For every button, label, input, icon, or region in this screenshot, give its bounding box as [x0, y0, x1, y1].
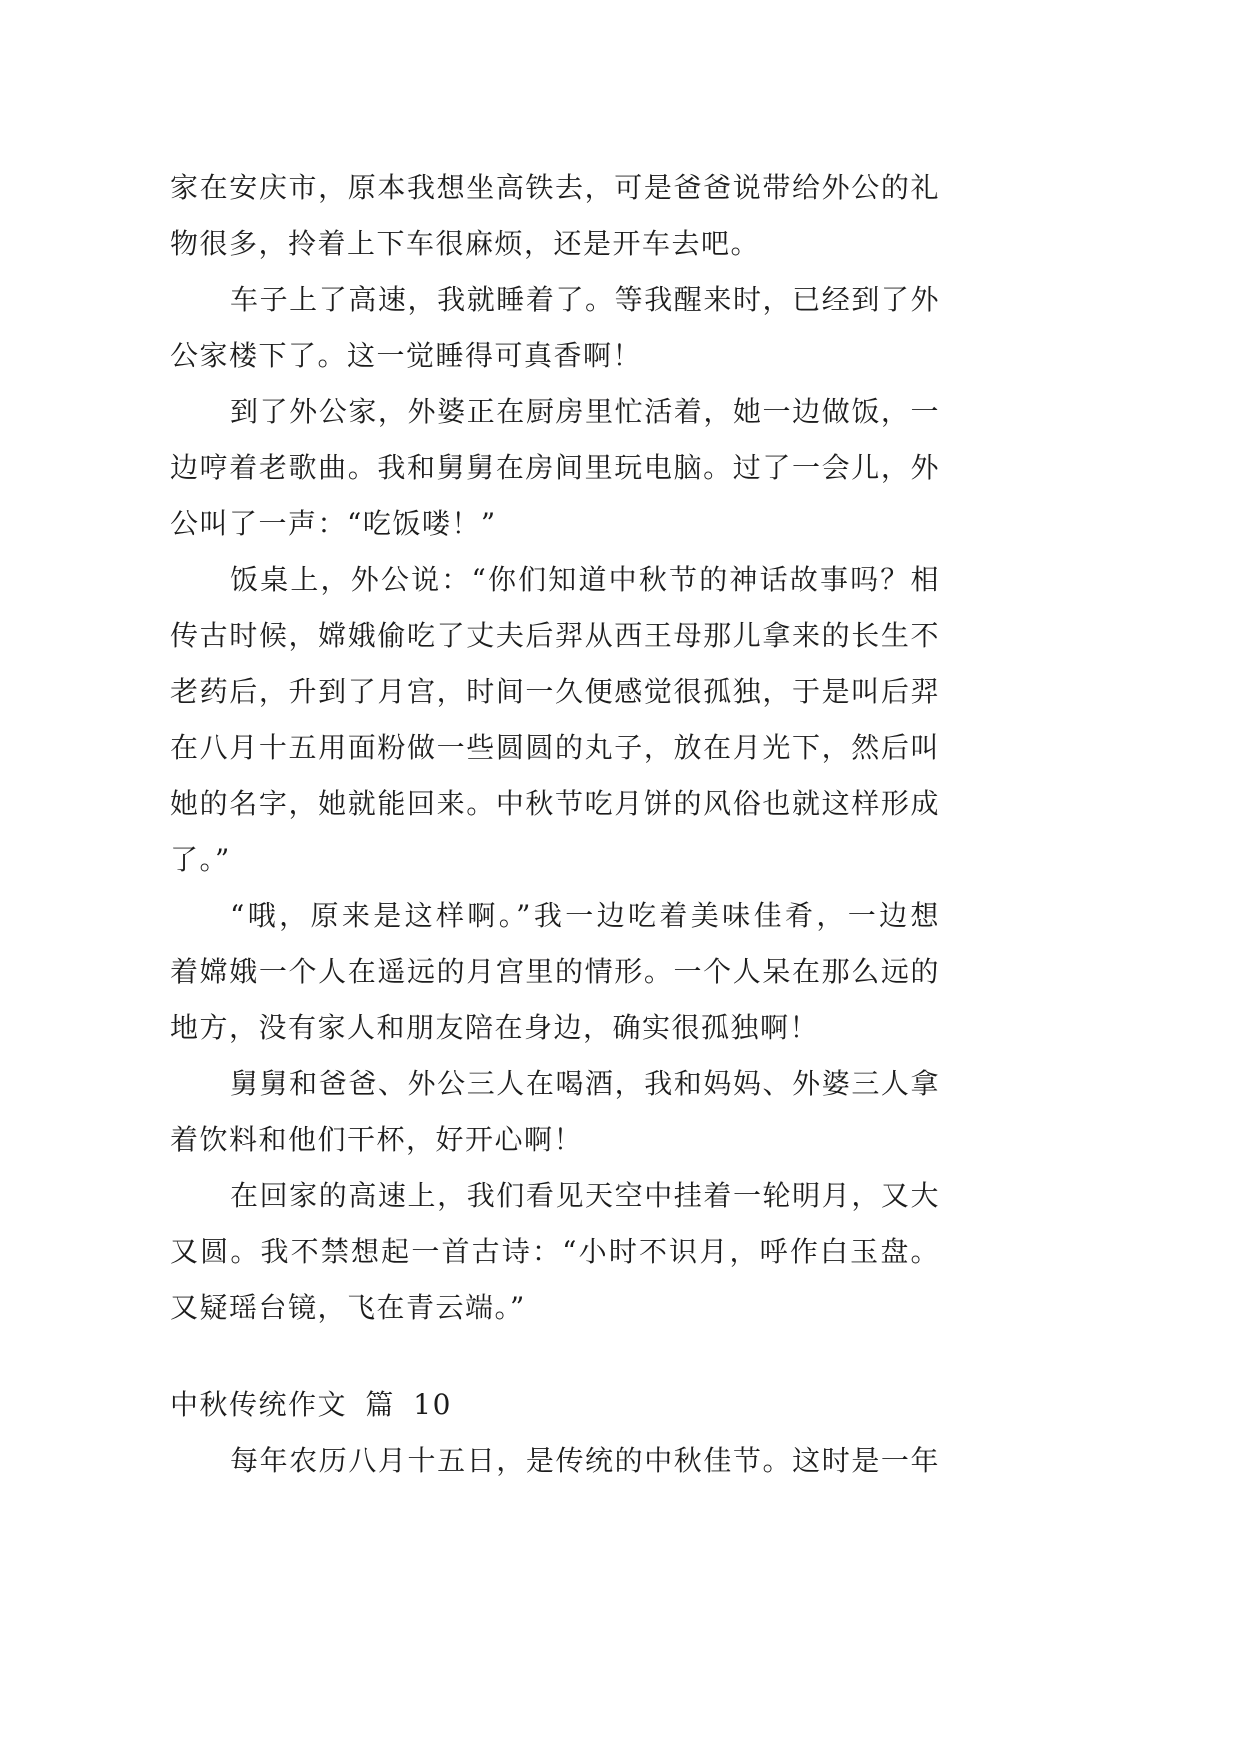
text-line: “哦，原来是这样啊。”我一边吃着美味佳肴，一边想 — [230, 899, 940, 932]
text-line: 饭桌上，外公说：“你们知道中秋节的神话故事吗？相 — [230, 563, 940, 596]
text-line: 着饮料和他们干杯，好开心啊！ — [170, 1123, 584, 1156]
paragraph — [170, 160, 940, 272]
text-line: 公家楼下了。这一觉睡得可真香啊！ — [170, 339, 643, 372]
paragraph — [170, 384, 940, 552]
essay-body — [170, 160, 940, 1489]
text-line: 每年农历八月十五日，是传统的中秋佳节。这时是一年 — [230, 1444, 940, 1477]
text-line: 家在安庆市，原本我想坐高铁去，可是爸爸说带给外公的礼 — [170, 171, 940, 204]
text-line: 车子上了高速，我就睡着了。等我醒来时，已经到了外 — [230, 283, 940, 316]
text-line: 地方，没有家人和朋友陪在身边，确实很孤独啊！ — [170, 1011, 820, 1044]
text-line: 物很多，拎着上下车很麻烦，还是开车去吧。 — [170, 227, 761, 260]
text-line: 舅舅和爸爸、外公三人在喝酒，我和妈妈、外婆三人拿 — [230, 1067, 940, 1100]
text-line: 她的名字，她就能回来。中秋节吃月饼的风俗也就这样形成 — [170, 787, 940, 820]
text-line: 在回家的高速上，我们看见天空中挂着一轮明月，又大 — [230, 1179, 940, 1212]
text-line: 边哼着老歌曲。我和舅舅在房间里玩电脑。过了一会儿，外 — [170, 451, 940, 484]
text-line: 着嫦娥一个人在遥远的月宫里的情形。一个人呆在那么远的 — [170, 955, 940, 988]
paragraph — [170, 552, 940, 888]
text-line: 又圆。我不禁想起一首古诗：“小时不识月，呼作白玉盘。 — [170, 1235, 940, 1268]
paragraph — [170, 1056, 940, 1168]
text-line: 到了外公家，外婆正在厨房里忙活着，她一边做饭，一 — [230, 395, 940, 428]
paragraph — [170, 1168, 940, 1336]
text-line: 又疑瑶台镜，飞在青云端。” — [170, 1291, 526, 1324]
section-heading: 中秋传统作文 篇 10 — [170, 1388, 452, 1421]
paragraph — [170, 272, 940, 384]
text-line: 在八月十五用面粉做一些圆圆的丸子，放在月光下，然后叫 — [170, 731, 940, 764]
paragraph — [170, 888, 940, 1056]
paragraph — [170, 1433, 940, 1489]
text-line: 了。” — [170, 843, 231, 876]
text-line: 公叫了一声：“吃饭喽！” — [170, 507, 497, 540]
text-line: 老药后，升到了月宫，时间一久便感觉很孤独，于是叫后羿 — [170, 675, 940, 708]
text-line: 传古时候，嫦娥偷吃了丈夫后羿从西王母那儿拿来的长生不 — [170, 619, 940, 652]
